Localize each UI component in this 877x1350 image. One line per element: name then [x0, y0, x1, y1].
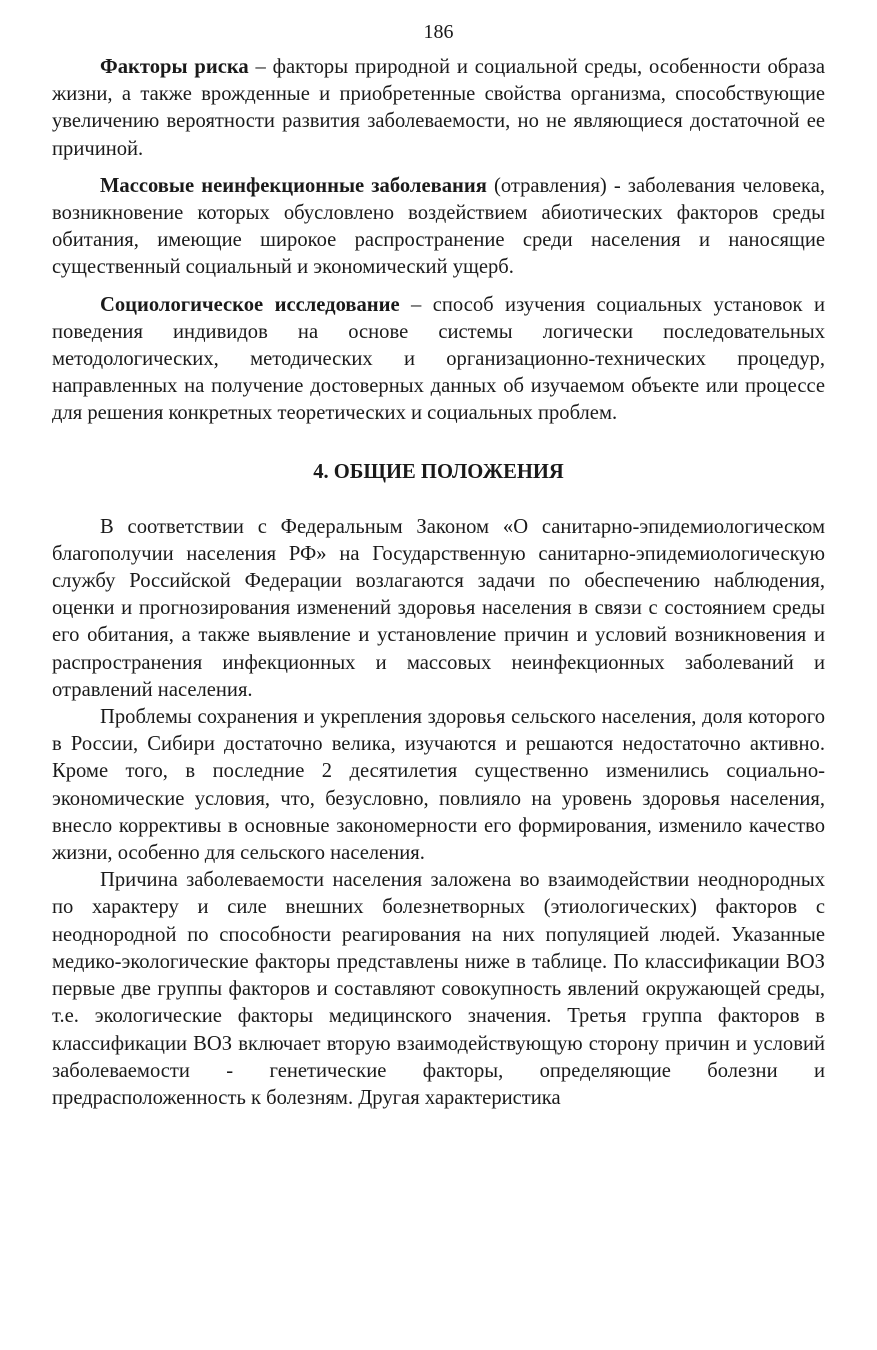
definition-sociological-research	[52, 292, 825, 428]
definition-term: Социологическое исследование	[100, 293, 400, 316]
section-heading: 4. ОБЩИЕ ПОЛОЖЕНИЯ	[313, 460, 564, 483]
definition-term: Факторы риска	[100, 56, 249, 78]
document-page	[52, 14, 825, 1112]
definition-term: Массовые неинфекционные заболевания	[100, 174, 487, 197]
body-paragraph: Причина заболеваемости населения заложена во взаимодействии неоднородных по характеру и силе внешних болезнетворных (этиологических) факторов с неоднородной по способности реагирования на них популяцией людей. Указанные медико-экологические факторы представлены ниже в таблице. По классификации ВОЗ первые две группы факторов и составляют совокупность явлений окружающей среды, т.е. экологические факторы медицинского значения. Третья группа факторов в классификации ВОЗ включает вторую взаимодействующую сторону причин и условий заболеваемости - генетические факторы, определяющие болезни и предрасположенность к болезням. Другая характеристика	[52, 869, 825, 1109]
body-paragraph: В соответствии с Федеральным Законом «О санитарно-эпидемиологическом благополучии населения РФ» на Государственную санитарно-эпидемиологическую службу Российской Федерации возлагаются задачи по обеспечению наблюдения, оценки и прогнозирования изменений здоровья населения в связи с состоянием среды его обитания, а также выявление и установление причин и условий возникновения и распространения инфекционных и массовых неинфекционных заболеваний и отравлений населения.	[52, 515, 825, 701]
definition-text: – способ изучения социальных установок и поведения индивидов на основе системы логически последовательных методологических, методических и организационно-технических процедур, направленных на получение достоверных данных об изучаемом объекте или процессе для решения конкретных теоретических и социальных проблем.	[52, 293, 825, 425]
definition-text: (отравления) - заболевания человека, возникновение которых обусловлено воздействием абиотических факторов среды обитания, имеющие широкое распространение среди населения и наносящие существенный социальный и экономический ущерб.	[52, 174, 825, 279]
body-paragraph: Проблемы сохранения и укрепления здоровья сельского населения, доля которого в России, Сибири достаточно велика, изучаются и решаются недостаточно активно. Кроме того, в последние 2 десятилетия существенно изменились социально-экономические условия, что, безусловно, повлияло на уровень здоровья населения, внесло коррективы в основные закономерности его формирования, изменило качество жизни, особенно для сельского населения.	[52, 706, 825, 865]
definition-risk-factors	[52, 54, 825, 163]
page-number: 186	[423, 21, 454, 43]
definition-mass-noninfectious-diseases	[52, 173, 825, 282]
definition-text: – факторы природной и социальной среды, особенности образа жизни, а также врожденные и приобретенные свойства организма, способствующие увеличению вероятности развития заболеваемости, но не являющиеся достаточной ее причиной.	[52, 56, 825, 160]
